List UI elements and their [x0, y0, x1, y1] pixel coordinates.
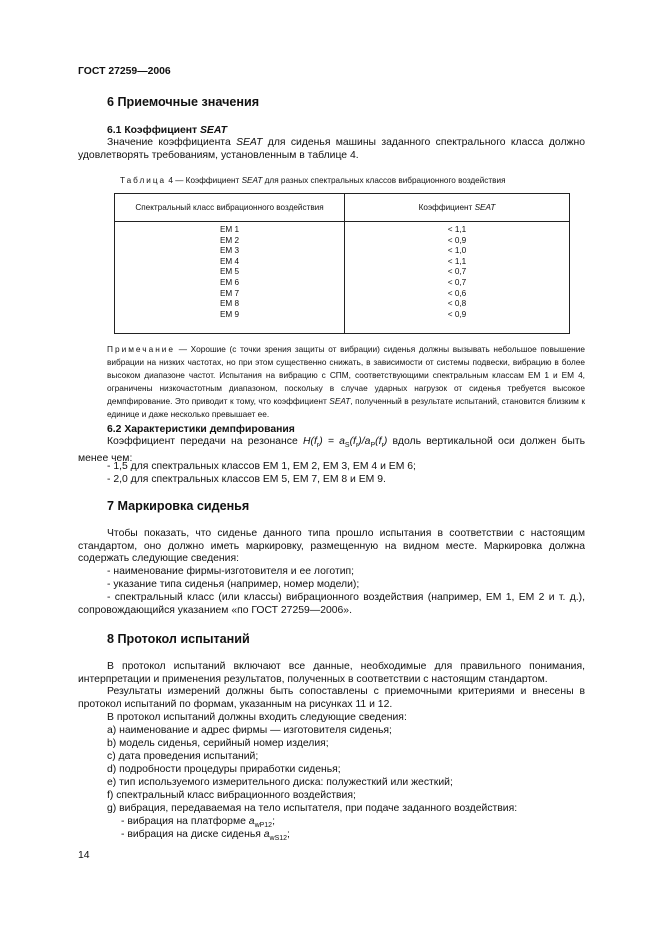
section-7-title: 7 Маркировка сиденья — [107, 499, 250, 513]
section-6-1-heading: 6.1 Коэффициент SEAT — [107, 125, 227, 136]
list-item: f) спектральный класс вибрационного воздействия; — [107, 790, 356, 801]
list-item: b) модель сиденья, серийный номер изделия; — [107, 738, 329, 749]
list-subitem: - вибрация на диске сиденья $a_{wS12}$; — [121, 829, 290, 843]
list-item: c) дата проведения испытаний; — [107, 751, 259, 762]
section-7-paragraph: Чтобы показать, что сиденье данного типа прошло испытания в соответствии с настоящим стандартом, оно должно иметь маркировку, размещенную на видном месте. Маркировка должна содержать следующие сведения: — [78, 528, 585, 565]
table-cell-value: < 1,1 — [447, 225, 467, 234]
page-number: 14 — [78, 850, 90, 861]
table-4-caption: Таблица 4 — Коэффициент SEAT для разных спектральных классов вибрационного воздействия — [120, 176, 506, 185]
table-cell-value: < 0,7 — [447, 277, 467, 287]
table-cell-class: ЕМ 7 — [219, 288, 240, 298]
list-item: g) вибрация, передаваемая на тело испытателя, при подаче заданного воздействия: — [107, 803, 518, 814]
section-8-paragraph-1: В протокол испытаний включают все данные, необходимые для правильного понимания, интерпретации и применения результатов, полученных в соответствии с настоящим стандартом. — [78, 661, 585, 685]
list-item: - 1,5 для спектральных классов ЕМ 1, ЕМ 2, ЕМ 3, ЕМ 4 и ЕМ 6; — [107, 461, 416, 472]
table-column-values — [345, 222, 570, 334]
table-cell-class: ЕМ 9 — [219, 309, 240, 319]
section-6-1-paragraph: Значение коэффициента SEAT для сиденья машины заданного спектрального класса должно удовлетворять требованиям, установленным в таблице 4. — [78, 137, 585, 161]
table-cell-class: ЕМ 8 — [219, 299, 240, 309]
table-cell-value: < 0,8 — [447, 299, 467, 309]
table-column-classes — [115, 222, 345, 334]
section-6-title: 6 Приемочные значения — [107, 95, 260, 109]
table-cell-value: < 0,7 — [447, 267, 467, 277]
section-7-paragraph-2: - спектральный класс (или классы) вибрационного воздействия (например, ЕМ 1, ЕМ 2 и т. д.), сопровождающийся указанием «по ГОСТ 27259—2006». — [78, 592, 585, 616]
table-cell-value: < 0,9 — [447, 235, 467, 245]
table-cell-value: < 1,1 — [447, 256, 467, 266]
document-header: ГОСТ 27259—2006 — [78, 66, 171, 77]
section-8-paragraph-3: В протокол испытаний должны входить следующие сведения: — [107, 712, 407, 723]
table-cell-class: ЕМ 2 — [219, 235, 240, 245]
table-cell-value: < 0,6 — [447, 288, 467, 298]
table-cell-class: ЕМ 4 — [219, 256, 240, 266]
section-6-2-heading: 6.2 Характеристики демпфирования — [107, 424, 295, 435]
table-header-class: Спектральный класс вибрационного воздействия — [115, 194, 345, 222]
list-item: e) тип используемого измерительного диска: полужесткий или жесткий; — [107, 777, 453, 788]
list-item: - наименование фирмы-изготовителя и ее логотип; — [107, 566, 355, 577]
section-8-paragraph-2: Результаты измерений должны быть сопоставлены с приемочными критериями и внесены в протокол испытаний по формам, указанным на рисунках 11 и 12. — [78, 686, 585, 710]
list-item: - 2,0 для спектральных классов ЕМ 5, ЕМ 7, ЕМ 8 и ЕМ 9. — [107, 474, 386, 485]
table-4 — [114, 193, 570, 334]
table-cell-class: ЕМ 5 — [219, 267, 240, 277]
list-item: a) наименование и адрес фирмы — изготовителя сиденья; — [107, 725, 392, 736]
table-4-note: Примечание — Хорошие (с точки зрения защиты от вибрации) сиденья должны вызывать небольшое повышение вибрации на низких частотах, но при этом существенно снижать, в зависимости от системы подвески, вибрацию в более высоком диапазоне частот. Испытания на вибрацию с СПМ, соответствующими спектральным классам ЕМ 1 и ЕМ 4, ограничены низкочастотным диапазоном, поскольку в случае ударных нагрузок от сиденья требуется высокое демпфирование. Это приводит к тому, что коэффициент SEAT, полученный в результате испытаний, становится близким к единице и даже несколько превышает ее. — [107, 344, 585, 419]
section-6-2-paragraph: Коэффициент передачи на резонансе $H(f_r) = a_S(f_r)/a_P(f_r)$ вдоль вертикальной оси должен быть менее чем: — [78, 436, 585, 464]
list-item: - указание типа сиденья (например, номер модели); — [107, 579, 360, 590]
table-cell-class: ЕМ 1 — [219, 225, 240, 234]
table-cell-class: ЕМ 3 — [219, 246, 240, 256]
table-header-coefficient: Коэффициент SEAT — [345, 194, 570, 222]
section-8-title: 8 Протокол испытаний — [107, 632, 250, 646]
list-subitem: - вибрация на платформе $a_{wP12}$; — [121, 816, 275, 830]
table-cell-value: < 1,0 — [447, 246, 467, 256]
list-item: d) подробности процедуры приработки сиденья; — [107, 764, 341, 775]
table-cell-class: ЕМ 6 — [219, 277, 240, 287]
table-cell-value: < 0,9 — [447, 309, 467, 319]
